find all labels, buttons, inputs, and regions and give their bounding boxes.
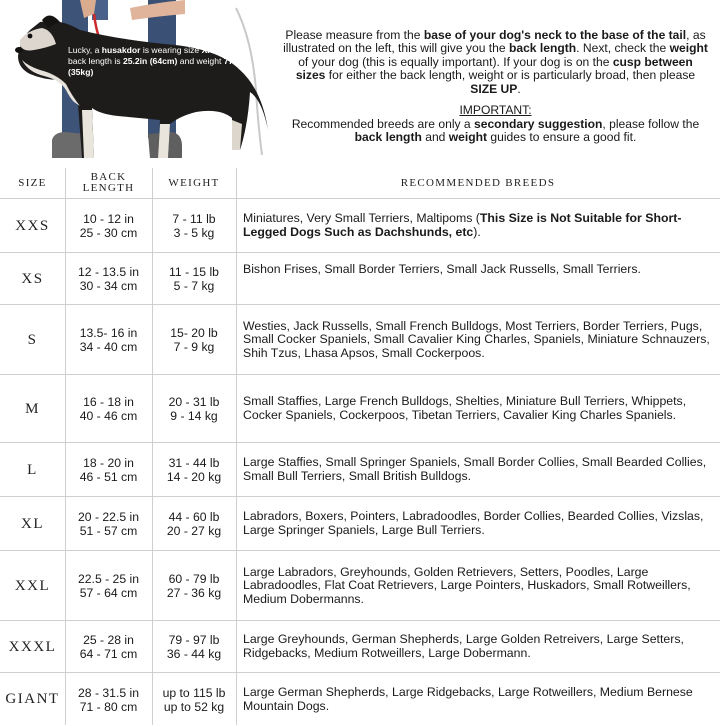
instr-bold-5: SIZE UP [470,81,518,96]
back-in: 18 - 20 in [83,456,134,470]
header-back-length [65,168,152,198]
back-cm: 46 - 51 cm [79,470,138,484]
dog-illustration [0,0,280,168]
caption-text-1: Lucky, a [68,45,102,55]
back-length-cell [65,497,152,551]
photo-caption [68,45,253,78]
back-length-cell [65,253,152,305]
header-weight: WEIGHT [168,176,220,189]
table-row-xl [0,496,720,551]
weight-lb: 7 - 11 lb [172,212,216,226]
weight-kg: 9 - 14 kg [170,409,218,423]
weight-kg: 20 - 27 kg [166,524,222,538]
imp-text-2: , please follow the [602,116,700,131]
back-in: 16 - 18 in [83,395,134,409]
weight-lb: 60 - 79 lb [168,572,220,586]
imp-bold-3: weight [448,130,488,145]
weight-lb: 15- 20 lb [170,326,218,340]
back-length-cell [65,305,152,375]
breeds-text: Miniatures, Very Small Terriers, Maltipoms ( [243,211,480,226]
breeds-cell [243,621,717,673]
back-in: 28 - 31.5 in [78,685,139,700]
measuring-instructions [283,29,708,96]
back-cm: 64 - 71 cm [79,647,138,661]
weight-lb: 44 - 60 lb [168,510,220,524]
breeds-cell [243,375,717,443]
instr-bold-1: base of your dog's neck to the base of the tail [423,28,687,42]
breeds-cell [243,497,717,551]
imp-text-4: guides to ensure a good fit. [487,130,637,145]
weight-kg: 14 - 20 kg [166,470,222,484]
caption-length: 25.2in (64cm) [122,56,178,66]
instr-text-1: Please measure from the [285,28,424,42]
caption-text-2: is wearing size [140,45,202,55]
breeds-text: Large Greyhounds, German Shepherds, Large Golden Retreivers, Large Setters, Ridgebacks, Medium Rotweillers, Large Dobermann. [243,632,684,660]
instr-text-2: , as illustrated on the left, this will give you the [283,28,706,56]
size-label: XXS [15,217,50,234]
caption-breed: husakdor [101,45,141,55]
size-label: GIANT [5,691,60,707]
instr-bold-3: weight [669,41,708,56]
header-back-line2: LENGTH [82,182,135,194]
breeds-cell [243,673,717,726]
size-label: XS [21,270,44,287]
weight-kg: 3 - 5 kg [173,226,215,240]
breeds-cell [243,443,717,497]
weight-lb: 11 - 15 lb [169,265,219,279]
important-title: IMPORTANT: [459,103,532,117]
weight-cell [152,443,236,497]
table-row-l [0,442,720,497]
back-cm: 30 - 34 cm [79,279,138,293]
header-breeds: RECOMMENDED BREEDS [400,176,556,189]
size-label: M [25,400,40,417]
dog-photo [0,0,280,168]
breeds-text: Small Staffies, Large French Bulldogs, Shelties, Miniature Bull Terriers, Whippets, Cocker Spaniels, Cockerpoos, Tibetan Terriers, Cavalier King Charles Spaniels. [243,394,687,422]
back-cm: 71 - 80 cm [79,699,138,714]
back-in: 13.5- 16 in [79,326,138,340]
breeds-cell [243,551,717,621]
table-row-xxl [0,550,720,621]
instr-bold-2: back length [508,41,577,56]
table-row-xxxl [0,620,720,673]
weight-cell [152,621,236,673]
breeds-cell [243,305,717,375]
instr-text-3: . Next, check the [576,41,670,56]
back-cm: 57 - 64 cm [79,586,138,600]
back-in: 12 - 13.5 in [78,265,139,279]
back-length-cell [65,551,152,621]
breeds-warning: This Size is Not Suitable for Short-Legged Dogs Such as Dachshunds, etc [243,211,682,239]
breeds-end: ). [473,225,481,239]
back-length-cell [65,199,152,253]
size-label: XL [21,515,44,532]
back-length-cell [65,621,152,673]
table-row-xxs [0,198,720,253]
size-label: XXXL [8,638,57,655]
back-cm: 34 - 40 cm [79,340,138,354]
header-back-line1: BACK [90,171,127,183]
breeds-text: Bishon Frises, Small Border Terriers, Small Jack Russells, Small Terriers. [243,262,641,276]
instr-text-5: for either the back length, weight or is particularly broad, then please [325,68,696,83]
weight-kg: 5 - 7 kg [173,279,215,293]
imp-text-1: Recommended breeds are only a [291,116,474,131]
imp-text-3: and [421,130,449,145]
instr-text-6: . [517,81,521,96]
breeds-cell [243,199,717,253]
breeds-cell [243,253,717,305]
size-chart-table [0,168,720,725]
instr-text-4: of your dog (this is equally important). If your dog is on the [298,54,613,69]
imp-bold-1: secondary suggestion [474,116,603,131]
caption-text-3: , his back length is [68,45,235,66]
back-in: 10 - 12 in [83,212,134,226]
back-length-cell [65,375,152,443]
weight-kg: up to 52 kg [163,699,225,714]
table-header [0,168,720,198]
breeds-text: Large German Shepherds, Large Ridgebacks, Large Rotweillers, Medium Bernese Mountain Dogs. [243,684,693,713]
back-length-cell [65,673,152,726]
weight-cell [152,305,236,375]
size-label: S [27,331,38,348]
caption-weight: 77.2lb (35kg) [68,56,249,77]
breeds-text: Westies, Jack Russells, Small French Bulldogs, Most Terriers, Border Terriers, Pugs, Small Cocker Spaniels, Small Cavalier King Charles, Spaniels, Miniature Schnauzers, Shih Tzus, Lhasa Apsos, Small Cockerpoos. [243,318,710,360]
breeds-text: Large Staffies, Small Springer Spaniels, Small Border Collies, Small Bearded Collies, Small Bull Terriers, Small British Bulldogs. [243,455,707,483]
back-cm: 51 - 57 cm [79,524,138,538]
weight-lb: 79 - 97 lb [168,633,220,647]
back-in: 25 - 28 in [83,633,134,647]
breeds-text: Large Labradors, Greyhounds, Golden Retrievers, Setters, Poodles, Large Labradoodles, Flat Coat Retrievers, Large Pointers, Huskadors, Small Rotweillers, Medium Dobermanns. [243,564,691,606]
weight-lb: 31 - 44 lb [168,456,220,470]
imp-bold-2: back length [354,130,422,145]
header-size: SIZE [18,176,47,189]
important-note [283,104,708,145]
weight-lb: 20 - 31 lb [168,395,220,409]
weight-cell [152,673,236,726]
weight-kg: 7 - 9 kg [173,340,215,354]
caption-size: XXL [201,45,219,55]
back-in: 22.5 - 25 in [78,572,139,586]
table-row-giant [0,672,720,726]
table-row-xs [0,252,720,305]
weight-lb: up to 115 lb [162,685,226,700]
weight-cell [152,497,236,551]
caption-text-4: and weight [177,56,224,66]
back-cm: 25 - 30 cm [79,226,138,240]
size-label: XXL [14,577,51,594]
weight-cell [152,551,236,621]
size-label: L [27,461,38,478]
weight-kg: 27 - 36 kg [166,586,222,600]
table-row-s [0,304,720,375]
table-row-m [0,374,720,443]
weight-cell [152,375,236,443]
back-cm: 40 - 46 cm [79,409,138,423]
breeds-text: Labradors, Boxers, Pointers, Labradoodles, Border Collies, Bearded Collies, Vizslas, Large Springer Spaniels, Large Bull Terriers. [243,509,704,537]
instr-bold-4: cusp between sizes [295,54,693,83]
back-length-cell [65,443,152,497]
back-in: 20 - 22.5 in [78,510,139,524]
weight-cell [152,199,236,253]
weight-kg: 36 - 44 kg [166,647,222,661]
weight-cell [152,253,236,305]
